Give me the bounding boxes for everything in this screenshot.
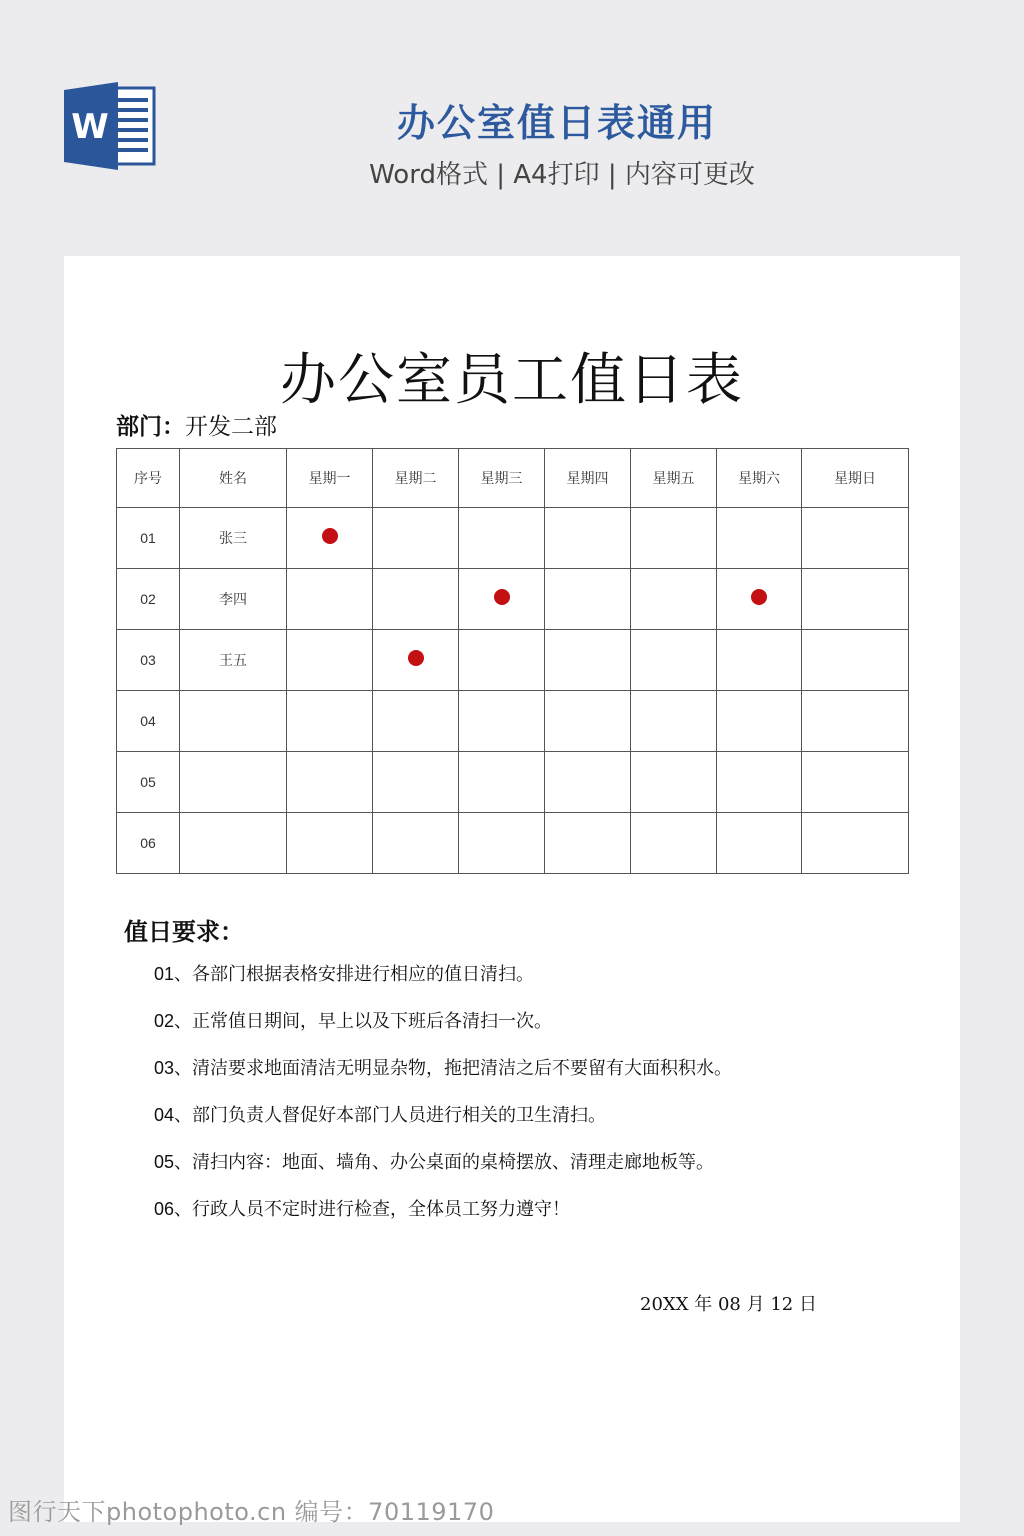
table-row [117,813,909,874]
duty-cell [459,752,545,813]
duty-cell [545,569,631,630]
requirement-number: 02 [154,1011,175,1031]
duty-cell [287,569,373,630]
employee-name [180,691,287,752]
duty-cell [545,508,631,569]
requirement-item [154,1099,732,1146]
employee-name: 李四 [180,569,287,630]
department-label: 部门： [116,413,185,440]
duty-cell [545,691,631,752]
duty-cell [631,813,717,874]
requirement-text: 、清洁要求地面清洁无明显杂物，拖把清洁之后不要留有大面积积水。 [174,1058,733,1079]
requirement-item [154,1005,732,1052]
row-number: 04 [117,691,180,752]
duty-cell [287,813,373,874]
row-number: 05 [117,752,180,813]
requirement-number: 06 [154,1199,175,1219]
table-header-cell: 序号 [117,449,180,508]
duty-cell [373,508,459,569]
duty-cell [459,569,545,630]
table-header-cell: 星期四 [545,449,631,508]
requirement-text: 、各部门根据表格安排进行相应的值日清扫。 [174,964,535,985]
word-logo-letter: W [71,107,109,147]
table-header-cell: 星期一 [287,449,373,508]
table-header-cell: 星期三 [459,449,545,508]
duty-cell [373,691,459,752]
table-row [117,630,909,691]
duty-cell [717,752,802,813]
duty-cell [545,813,631,874]
department-value: 开发二部 [185,414,277,440]
duty-cell [373,630,459,691]
requirement-text: 、行政人员不定时进行检查，全体员工努力遵守！ [174,1199,571,1220]
row-number: 03 [117,630,180,691]
requirement-text: 、部门负责人督促好本部门人员进行相关的卫生清扫。 [174,1105,607,1126]
promo-title: 办公室值日表通用 [396,101,717,145]
table-header-cell: 星期六 [717,449,802,508]
requirement-item [154,1052,732,1099]
requirements-list [154,958,732,1240]
duty-cell [459,691,545,752]
table-header-cell: 姓名 [180,449,287,508]
duty-cell [717,569,802,630]
duty-cell [287,752,373,813]
requirements-title: 值日要求： [124,917,244,946]
requirement-item [154,1146,732,1193]
requirement-item [154,1193,732,1240]
requirement-number: 04 [154,1105,175,1125]
table-row [117,752,909,813]
duty-table [116,448,909,874]
duty-cell [459,630,545,691]
duty-cell [631,630,717,691]
requirement-number: 03 [154,1058,175,1078]
promo-subtitle: Word格式 | A4打印 | 内容可更改 [369,160,755,190]
duty-cell [717,630,802,691]
duty-cell [545,752,631,813]
department-line [116,408,277,441]
duty-cell [631,691,717,752]
duty-cell [802,813,909,874]
duty-cell [802,630,909,691]
duty-marker-dot [408,650,424,666]
duty-cell [287,691,373,752]
table-header-row [117,449,909,508]
watermark: 图行天下photophoto.cn 编号：70119170 [8,1498,495,1526]
duty-cell [459,508,545,569]
duty-cell [287,508,373,569]
document-page [64,256,960,1522]
duty-cell [802,569,909,630]
table-header-cell: 星期五 [631,449,717,508]
duty-cell [373,752,459,813]
duty-marker-dot [751,589,767,605]
duty-cell [802,508,909,569]
row-number: 06 [117,813,180,874]
duty-cell [717,508,802,569]
table-header-cell: 星期二 [373,449,459,508]
duty-cell [717,691,802,752]
requirement-number: 05 [154,1152,175,1172]
duty-cell [545,630,631,691]
duty-cell [717,813,802,874]
row-number: 01 [117,508,180,569]
document-title: 办公室员工值日表 [280,348,744,413]
duty-cell [459,813,545,874]
table-header-cell: 星期日 [802,449,909,508]
table-row [117,508,909,569]
employee-name [180,813,287,874]
duty-cell [802,752,909,813]
employee-name: 张三 [180,508,287,569]
requirement-item [154,958,732,1005]
table-row [117,569,909,630]
duty-cell [287,630,373,691]
table-row [117,691,909,752]
requirement-number: 01 [154,964,175,984]
requirement-text: 、正常值日期间，早上以及下班后各清扫一次。 [174,1011,553,1032]
duty-marker-dot [494,589,510,605]
duty-marker-dot [322,528,338,544]
requirement-text: 、清扫内容：地面、墙角、办公桌面的桌椅摆放、清理走廊地板等。 [174,1152,715,1173]
employee-name: 王五 [180,630,287,691]
duty-cell [631,752,717,813]
employee-name [180,752,287,813]
duty-cell [802,691,909,752]
duty-cell [373,569,459,630]
row-number: 02 [117,569,180,630]
duty-cell [373,813,459,874]
duty-cell [631,569,717,630]
duty-cell [631,508,717,569]
document-date: 20XX 年 08 月 12 日 [640,1294,817,1315]
